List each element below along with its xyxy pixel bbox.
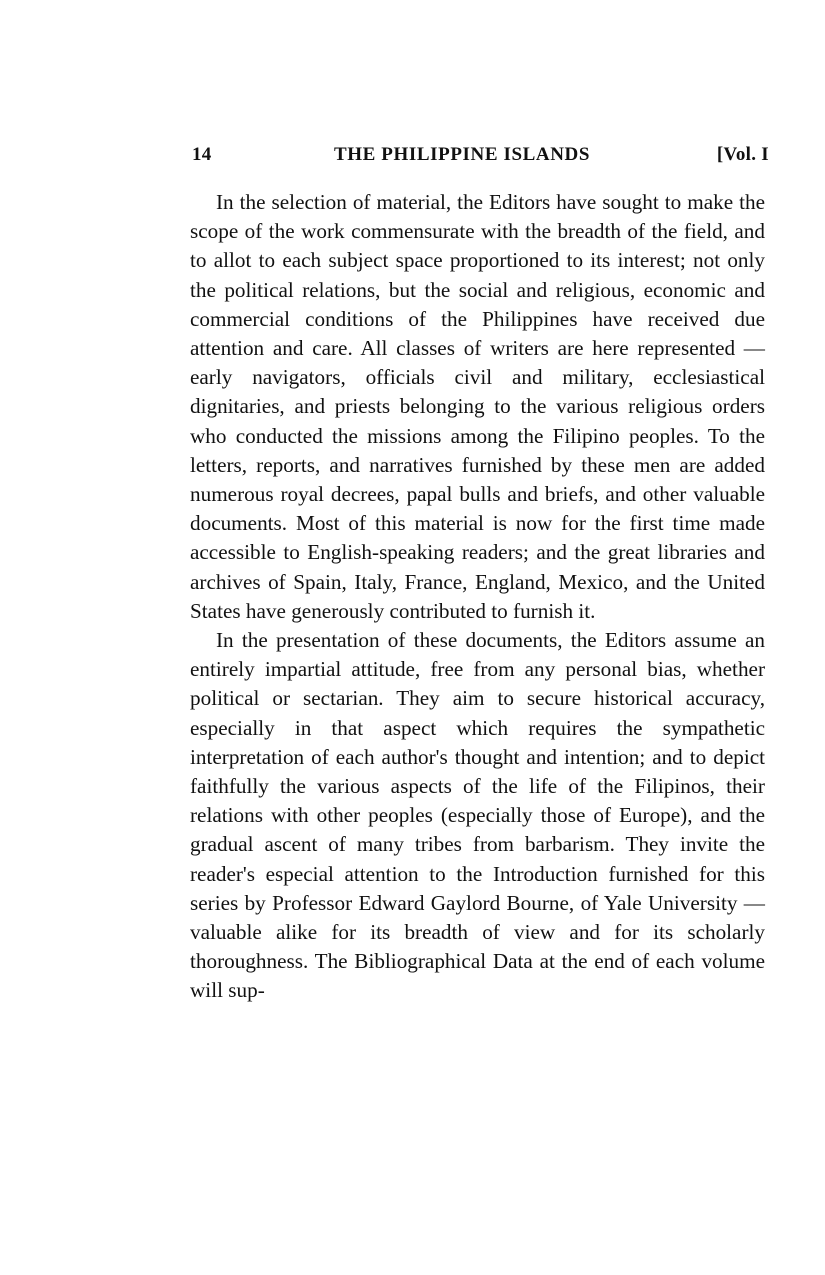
paragraph-presentation: In the presentation of these documents, the Editors assume an entirely impartial attitude, free from any personal bias, whether political or sectarian. They aim to secure historical accuracy, especially in that aspect which requires the sympathetic interpretation of each author's thought and intention; and to depict faithfully the various aspects of the life of the Filipinos, their relations with other peoples (especially those of Europe), and the gradual ascent of many tribes from barbarism. They invite the reader's especial attention to the Introduction furnished for this series by Professor Edward Gaylord Bourne, of Yale University — valuable alike for its breadth of view and for its scholarly thoroughness. The Bibliographical Data at the end of each volume will sup- xyxy=(190,628,765,1003)
running-header xyxy=(192,144,769,170)
volume-label: [Vol. I xyxy=(716,144,769,165)
paragraph-selection-of-material: In the selection of material, the Editors have sought to make the scope of the work commensurate with the breadth of the field, and to allot to each subject space proportioned to its interest; not only the political relations, but the social and religious, economic and commercial conditions of the Philippines have received due attention and care. All classes of writers are here represented — early navigators, officials civil and military, ecclesiastical dignitaries, and priests belonging to the various religious orders who conducted the missions among the Filipino peoples. To the letters, reports, and narratives furnished by these men are added numerous royal decrees, papal bulls and briefs, and other valuable documents. Most of this material is now for the first time made accessible to English-speaking readers; and the great libraries and archives of Spain, Italy, France, England, Mexico, and the United States have generously contributed to furnish it. xyxy=(190,190,765,623)
body-text xyxy=(190,188,765,1006)
running-title: THE PHILIPPINE ISLANDS xyxy=(334,144,591,165)
page-number: 14 xyxy=(192,144,212,165)
